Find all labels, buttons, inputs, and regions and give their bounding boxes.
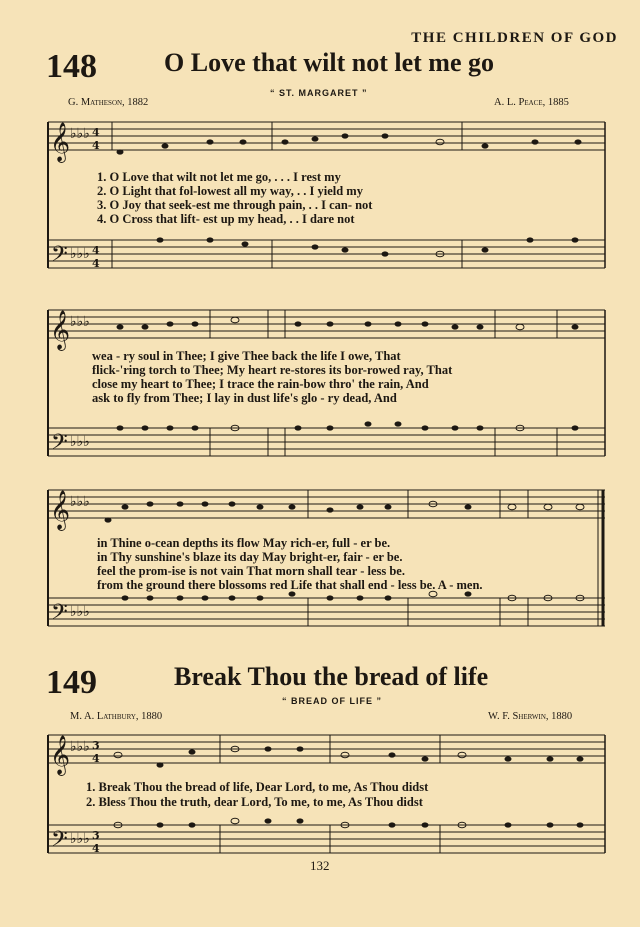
lyric-line: 3. O Joy that seek-est me through pain, . . I can- not <box>97 198 373 212</box>
key-signature: ♭♭♭ <box>70 604 90 620</box>
treble-staff <box>48 490 605 518</box>
clefs <box>50 310 90 460</box>
clefs <box>50 122 100 272</box>
bass-clef: 𝄢 <box>51 827 68 857</box>
key-signature: ♭♭♭ <box>70 831 90 847</box>
bass-staff <box>48 825 605 853</box>
bass-clef: 𝄢 <box>51 600 68 630</box>
time-signature: 4 <box>92 257 100 270</box>
time-signature: 3 <box>92 739 100 752</box>
hymn-148-tune: “ ST. MARGARET ” <box>270 88 368 98</box>
lyric-line: 1. O Love that wilt not let me go, . . . I rest my <box>97 170 341 184</box>
hymn-148-author: G. Matheson, 1882 <box>68 97 149 108</box>
lyric-line: 2. Bless Thou the truth, dear Lord, To me, to me, As Thou didst <box>86 795 423 809</box>
key-signature: ♭♭♭ <box>70 126 90 142</box>
lyric-line: from the ground there blossoms red Life that shall end - less be. A - men. <box>97 578 483 592</box>
lyric-line: wea - ry soul in Thee; I give Thee back the life I owe, That <box>92 349 401 363</box>
treble-clef: 𝄞 <box>50 735 71 775</box>
key-signature: ♭♭♭ <box>70 739 90 755</box>
lyric-line: flick-'ring torch to Thee; My heart re-stores its bor-rowed ray, That <box>92 363 453 377</box>
lyric-line: 1. Break Thou the bread of life, Dear Lord, to me, As Thou didst <box>86 780 429 794</box>
lyric-line: in Thy sunshine's blaze its day May bright-er, fair - er be. <box>97 550 403 564</box>
time-signature: 3 <box>92 829 100 842</box>
hymn-149-composer: W. F. Sherwin, 1880 <box>488 711 573 722</box>
section-title: THE CHILDREN OF GOD <box>411 30 618 46</box>
bass-clef: 𝄢 <box>51 430 68 460</box>
hymn-149-title: Break Thou the bread of life <box>174 662 489 691</box>
time-signature: 4 <box>92 126 100 139</box>
time-signature: 4 <box>92 842 100 855</box>
treble-staff <box>48 122 605 150</box>
time-signature: 4 <box>92 752 100 765</box>
lyric-line: feel the prom-ise is not vain That morn shall tear - less be. <box>97 564 405 578</box>
time-signature: 4 <box>92 244 100 257</box>
time-signature: 4 <box>92 139 100 152</box>
bass-staff <box>48 428 605 456</box>
bass-staff <box>48 598 605 626</box>
hymn-149-author: M. A. Lathbury, 1880 <box>70 711 163 722</box>
key-signature: ♭♭♭ <box>70 494 90 510</box>
hymn-148-number: 148 <box>46 48 97 85</box>
treble-clef: 𝄞 <box>50 122 71 162</box>
lyric-line: in Thine o-cean depths its flow May rich-er, full - er be. <box>97 536 391 550</box>
page-number: 132 <box>310 858 330 873</box>
lyric-line: ask to fly from Thee; I lay in dust life's glo - ry dead, And <box>92 391 397 405</box>
treble-clef: 𝄞 <box>50 310 71 350</box>
treble-staff <box>48 735 605 763</box>
lyric-line: 2. O Light that fol-lowest all my way, . . I yield my <box>97 184 363 198</box>
key-signature: ♭♭♭ <box>70 246 90 262</box>
bass-clef: 𝄢 <box>51 242 68 272</box>
key-signature: ♭♭♭ <box>70 314 90 330</box>
hymn-148-composer: A. L. Peace, 1885 <box>494 97 569 108</box>
lyric-line: close my heart to Thee; I trace the rain-bow thro' the rain, And <box>92 377 429 391</box>
treble-clef: 𝄞 <box>50 490 71 530</box>
hymn-149-tune: “ BREAD OF LIFE ” <box>282 696 382 706</box>
hymn-149-number: 149 <box>46 664 97 701</box>
hymn-148-title: O Love that wilt not let me go <box>164 48 495 77</box>
key-signature: ♭♭♭ <box>70 434 90 450</box>
bass-staff <box>48 240 605 268</box>
lyric-line: 4. O Cross that lift- est up my head, . . I dare not <box>97 212 355 226</box>
